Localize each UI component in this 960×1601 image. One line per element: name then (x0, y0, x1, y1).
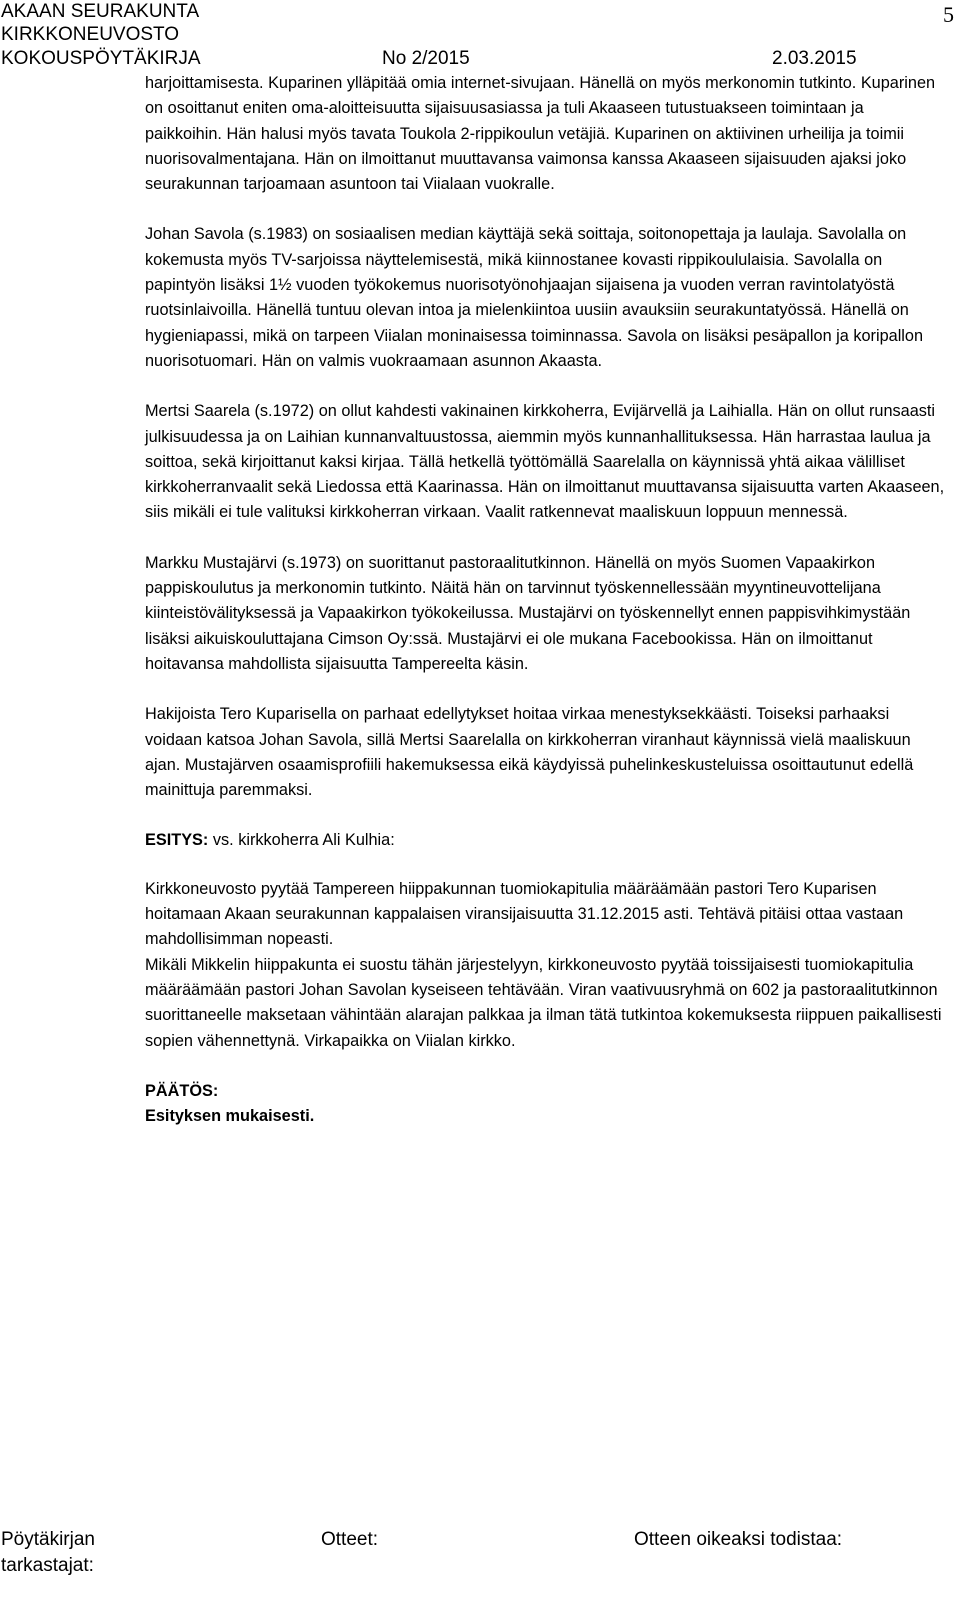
footer-reviewers: Pöytäkirjan tarkastajat: (1, 1529, 95, 1576)
page-number: 5 (943, 2, 954, 27)
proposal-heading (145, 828, 945, 853)
paragraph-kuparinen: harjoittamisesta. Kuparinen ylläpitää omia internet-sivujaan. Hänellä on myös merkonomin tutkinto. Kuparinen on osoittanut eniten oma-aloitteisuutta sijaisuusasiassa ja tuli Akaaseen tutustuakseen toimintaan ja paikkoihin. Hän halusi myös tavata Toukola 2-rippikoulun vetäjiä. Kuparinen on aktiivinen urheilija ja toimii nuorisovalmentajana. Hän on ilmoittanut muuttavansa vaimonsa kanssa Akaaseen sijaisuuden ajaksi joko seurakunnan tarjoamaan asuntoon tai Viialaan vuokralle. (145, 74, 936, 194)
paragraph-savola: Johan Savola (s.1983) on sosiaalisen median käyttäjä sekä soittaja, soitonopettaja ja laulaja. Savolalla on kokemusta myös TV-sarjoissa näyttelemisestä, mikä kiinnostanee kovasti rippikoululaisia. Savolalla on papintyön lisäksi 1½ vuoden työkokemus nuorisotyönohjaajan sijaisena ja vuoden verran ravintolatyöstä ruotsinlaivoilla. Hänellä tuntuu olevan intoa ja mielenkiintoa uusiin avauksiin seurakuntatyössä. Hänellä on hygieniapassi, mikä on tarpeen Viialan moninaisessa toiminnassa. Savola on lisäksi pesäpallon ja koripallon nuorisotuomari. Hän on valmis vuokraamaan asunnon Akaasta. (145, 225, 924, 370)
decision-label: PÄÄTÖS: (145, 1081, 219, 1100)
proposal-text-2: Mikäli Mikkelin hiippakunta ei suostu tähän järjestelyyn, kirkkoneuvosto pyytää toissijaisesti tuomiokapitulia määräämään pastori Johan Savolan kyseiseen tehtävään. Viran vaativuusryhmä on 602 ja pastoraalitutkinnon suorittaneelle maksetaan vähintään alarajan palkkaa ja ilman tätä tutkintoa kokemuksesta riippuen paikallisesti sopien vähennettynä. Virkapaikka on Viialan kirkko. (145, 955, 942, 1050)
document-type: KOKOUSPÖYTÄKIRJA (1, 48, 201, 69)
organization-name: AKAAN SEURAKUNTA (1, 1, 200, 22)
paragraph-summary: Hakijoista Tero Kuparisella on parhaat edellytykset hoitaa virkaa menestyksekkäästi. Toiseksi parhaaksi voidaan katsoa Johan Savola, sillä Mertsi Saarelalla on kirkkoherran viranhaut käynnissä vielä maaliskuun ajan. Mustajärven osaamisprofiili hakemuksessa eikä käydyissä puhelinkeskusteluissa osoittautunut edellä mainittuja paremmaksi. (145, 705, 914, 800)
document-date: 2.03.2015 (772, 48, 857, 69)
board-name: KIRKKONEUVOSTO (1, 24, 180, 45)
proposal-presenter: vs. kirkkoherra Ali Kulhia: (212, 831, 395, 850)
document-number: No 2/2015 (382, 48, 470, 69)
paragraph-mustajarvi: Markku Mustajärvi (s.1973) on suorittanut pastoraalitutkinnon. Hänellä on myös Suomen Vapaakirkon pappiskoulutus ja merkonomin tutkinto. Näitä hän on tarvinnut työskennellessään myyntineuvottelijana kiinteistövälityksessä ja Vapaakirkon työkokeilussa. Mustajärvi on työskennellyt ennen pappisvihkimystään lisäksi aikuiskouluttajana Cimson Oy:ssä. Mustajärvi ei ole mukana Facebookissa. Hän on ilmoittanut hoitavansa mahdollista sijaisuutta Tampereelta käsin. (145, 553, 911, 673)
footer-certified: Otteen oikeaksi todistaa: (634, 1529, 843, 1550)
decision-text: Esityksen mukaisesti. (145, 1107, 315, 1126)
proposal-text-1: Kirkkoneuvosto pyytää Tampereen hiippakunnan tuomiokapitulia määräämään pastori Tero Kuparisen hoitamaan Akaan seurakunnan kappalaisen viransijaisuutta 31.12.2015 asti. Tehtävä pitäisi ottaa vastaan mahdollisimman nopeasti. (145, 879, 904, 949)
footer-extracts: Otteet: (321, 1529, 379, 1550)
proposal-label: ESITYS: (145, 831, 209, 850)
paragraph-saarela: Mertsi Saarela (s.1972) on ollut kahdesti vakinainen kirkkoherra, Evijärvellä ja Laihialla. Hän on ollut runsaasti julkisuudessa ja on Laihian kunnanvaltuustossa, aiemmin myös kunnanhallituksessa. Hän harrastaa laulua ja soittoa, sekä kirjoittanut kaksi kirjaa. Tällä hetkellä työttömällä Saarelalla on käynnissä yhtä aikaa välilliset kirkkoherranvaalit sekä Liedossa että Kaarinassa. Hän on ilmoittanut muuttavansa sijaisuutta varten Akaaseen, siis mikäli ei tule valituksi kirkkoherran virkaan. Vaalit ratkennevat maaliskuun loppuun mennessä. (145, 402, 945, 522)
document-body (145, 71, 945, 1129)
